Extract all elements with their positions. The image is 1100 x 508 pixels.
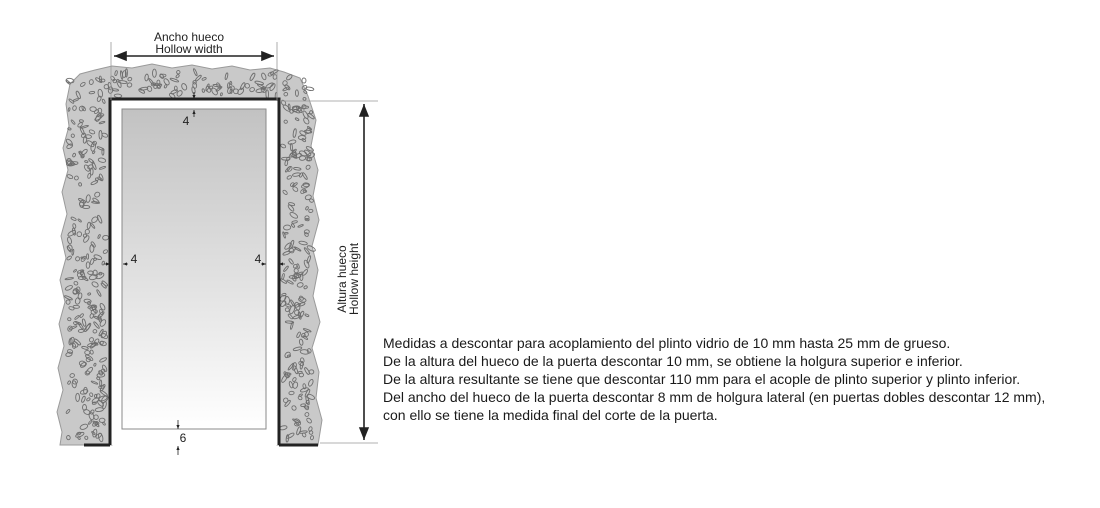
glass-door-panel [122, 109, 266, 429]
height-label-es: Altura hueco [335, 245, 349, 313]
description-line: Medidas a descontar para acoplamiento del plinto vidrio de 10 mm hasta 25 mm de grueso. [383, 335, 951, 351]
width-label-es: Ancho hueco [153, 30, 225, 44]
width-label-en: Hollow width [155, 42, 223, 56]
clearance-right-label: 4 [254, 252, 262, 266]
description-line: Del ancho del hueco de la puerta descontar 8 mm de holgura lateral (en puertas dobles descontar 12 mm), [383, 389, 1046, 405]
clearance-left-label: 4 [130, 252, 138, 266]
stone [302, 78, 306, 83]
description-line: De la altura del hueco de la puerta descontar 10 mm, se obtiene la holgura superior e inferior. [383, 353, 963, 369]
clearance-top-label: 4 [182, 114, 190, 128]
height-label-en: Hollow height [347, 242, 361, 316]
description-text [383, 334, 1093, 424]
description-line: con ello se tiene la medida final del corte de la puerta. [383, 407, 718, 423]
clearance-bottom-label: 6 [179, 431, 187, 445]
description-line: De la altura resultante se tiene que descontar 110 mm para el acople de plinto superior y plinto inferior. [383, 371, 1021, 387]
